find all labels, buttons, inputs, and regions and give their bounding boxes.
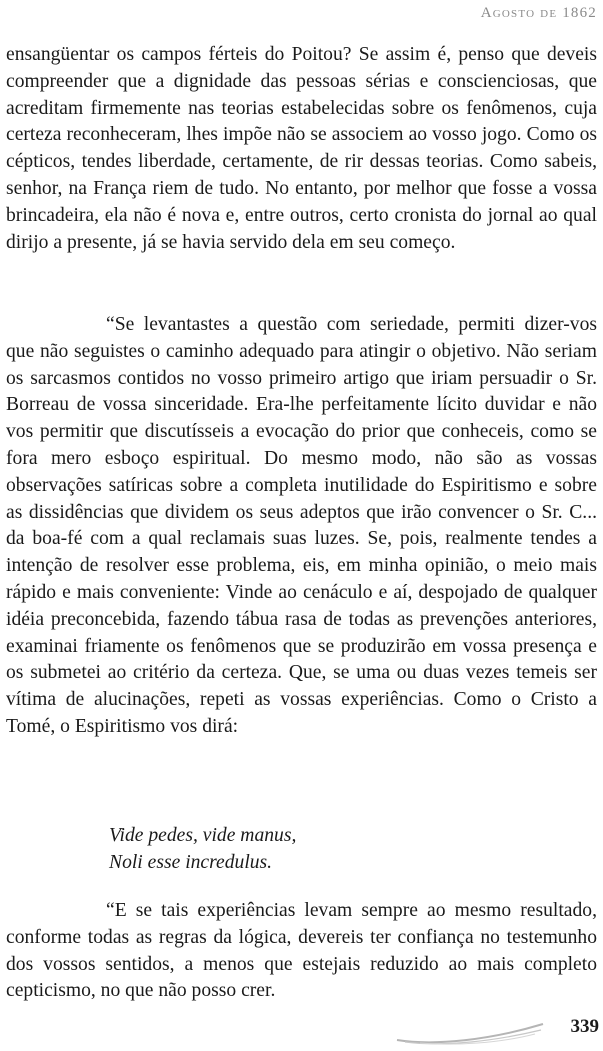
body-paragraph-1	[6, 42, 597, 256]
running-header-title: Agosto de 1862	[480, 5, 597, 21]
paragraph-text: “Se levantastes a questão com seriedade, permiti dizer-vos que não seguistes o caminho adequado para atingir o objetivo. Não seriam os sarcasmos contidos no vosso primeiro artigo que iriam persuadir o Sr. Borreau de vossa sinceridade. Era-lhe perfeitamente lícito duvidar e não vos permitir que discutísseis a evocação do prior que conheceis, como se fora mero esboço espiritual. Do mesmo modo, não são as vossas observações satíricas sobre a completa inutilidade do Espiritismo e sobre as dissidências que dividem os seus adeptos que irão convencer o Sr. C... da boa-fé com a qual reclamais suas luzes. Se, pois, realmente tendes a intenção de resolver esse problema, eis, em minha opinião, o meio mais rápido e mais conveniente: Vinde ao cenáculo e aí, despojado de qualquer idéia preconcebida, fazendo tábua rasa de todas as prevenções anteriores, examinai friamente os fenômenos que se produzirão em vossa presença e os submetei ao critério da certeza. Que, se uma ou duas vezes temeis ser vítima de alucinações, repeti as vossas experiências. Como o Cristo a Tomé, o Espiritismo vos dirá:	[6, 314, 597, 737]
page-footer	[0, 1010, 603, 1051]
swoosh-ornament-icon	[395, 1016, 545, 1046]
paragraph-text: “E se tais experiências levam sempre ao mesmo resultado, conforme todas as regras da lógica, devereis ter confiança no testemunho dos vossos sentidos, a menos que estejais reduzido ao mais completo cepticismo, no que não posso crer.	[6, 900, 597, 1002]
latin-verse-quote	[109, 822, 296, 876]
body-paragraph-4	[6, 898, 597, 1005]
body-paragraph-2	[6, 312, 597, 741]
verse-line-1: Vide pedes, vide manus,	[109, 825, 297, 846]
verse-line-2: Noli esse incredulus.	[109, 852, 273, 873]
paragraph-text: ensangüentar os campos férteis do Poitou? Se assim é, penso que deveis compreender que a dignidade das pessoas sérias e conscienciosas, que acreditam firmemente nas teorias estabelecidas sobre os fenômenos, cuja certeza reconheceram, lhes impõe não se associem ao vosso jogo. Como os cépticos, tendes liberdade, certamente, de rir dessas teorias. Como sabeis, senhor, na França riem de tudo. No entanto, por melhor que fosse a vossa brincadeira, ela não é nova e, entre outros, certo cronista do jornal ao qual dirijo a presente, já se havia servido dela em seu começo.	[6, 44, 597, 253]
page-number: 339	[570, 1016, 599, 1037]
